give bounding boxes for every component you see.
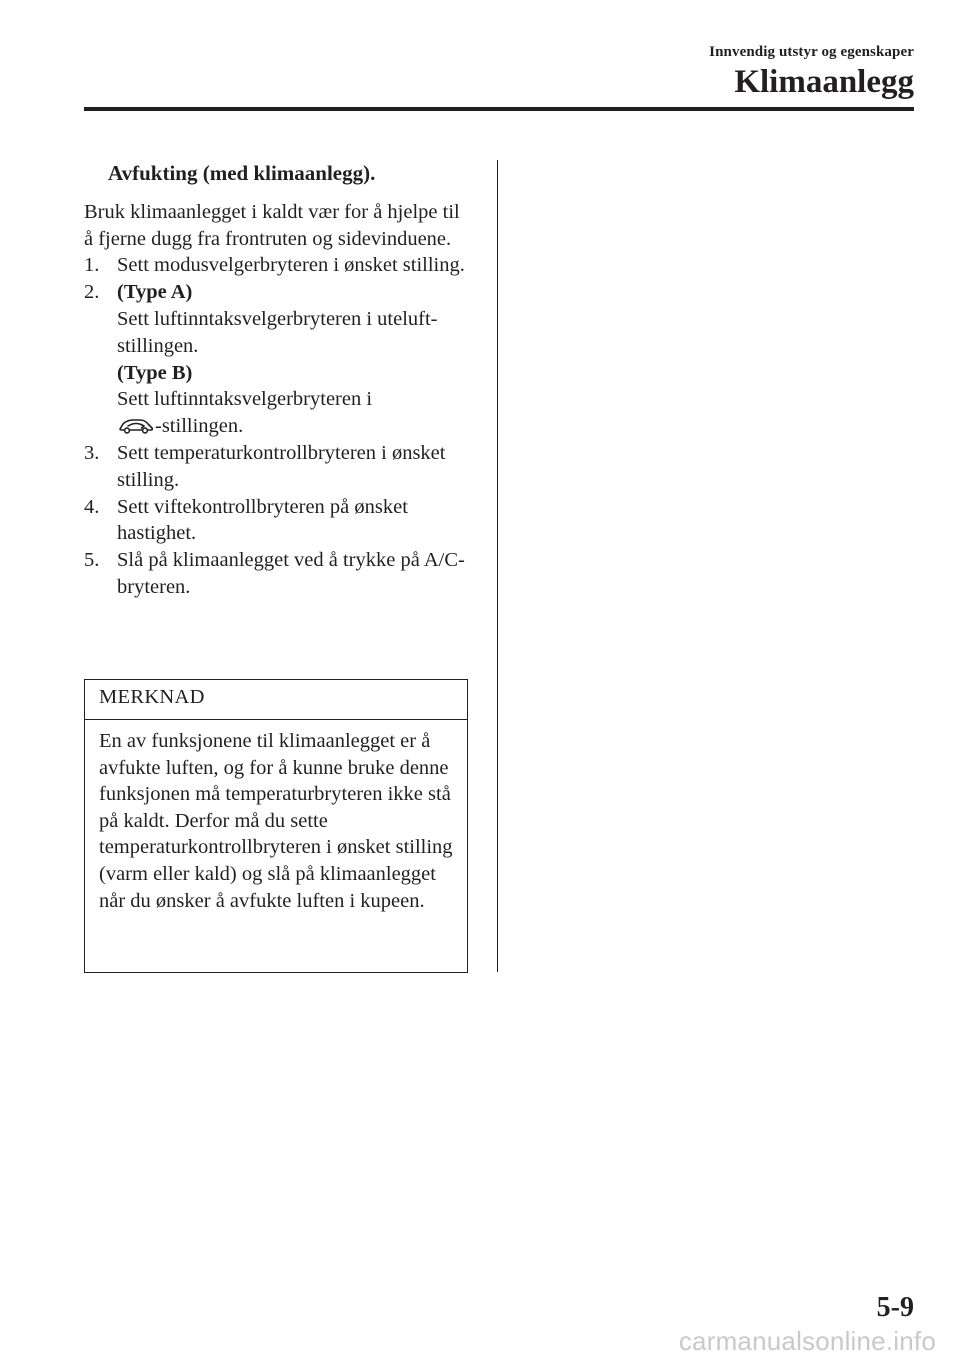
header-rule (84, 107, 914, 111)
type-b-label: (Type B) (117, 361, 193, 384)
type-b-suffix: -stillingen. (155, 415, 244, 438)
watermark: carmanualsonline.info (678, 1326, 936, 1356)
note-box (84, 679, 468, 973)
page-number: 5-9 (876, 1292, 914, 1323)
recirculation-icon (117, 415, 155, 433)
step-number: 3. (84, 441, 100, 464)
intro-paragraph: Bruk klimaanlegget i kaldt vær for å hjelpe til å fjerne dugg fra frontruten og sidevinduene. (84, 200, 460, 250)
note-title: MERKNAD (85, 680, 467, 720)
page-title: Klimaanlegg (734, 64, 914, 100)
step-number: 4. (84, 495, 100, 518)
note-text: En av funksjonene til klimaanlegget er å avfukte luften, og for å kunne bruke denne funksjonen må temperaturbryteren ikke stå på kaldt. Derfor må du sette temperaturkontrollbryteren i ønsket stilling (varm eller kald) og slå på klimaanlegget når du ønsker å avfukte luften i kupeen. (99, 730, 453, 912)
column-divider (497, 160, 498, 972)
main-content (84, 160, 470, 601)
step-text: Sett modusvelgerbryteren i ønsket stilling. (117, 254, 465, 277)
step-number: 5. (84, 549, 100, 572)
list-item (84, 494, 470, 548)
list-item (84, 547, 470, 601)
section-heading: Avfukting (med klimaanlegg). (108, 161, 376, 185)
step-number: 1. (84, 254, 100, 277)
step-text: Sett viftekontrollbryteren på ønsket hastighet. (117, 495, 408, 545)
list-item (84, 279, 470, 440)
type-a-label: (Type A) (117, 281, 193, 304)
header-section-label: Innvendig utstyr og egenskaper (709, 44, 914, 60)
type-a-text: Sett luftinntaksvelgerbryteren i uteluft-stillingen. (117, 307, 438, 357)
step-text: Sett temperaturkontrollbryteren i ønsket stilling. (117, 441, 446, 491)
step-number: 2. (84, 281, 100, 304)
step-text: Slå på klimaanlegget ved å trykke på A/C-bryteren. (117, 549, 465, 598)
steps-list (84, 252, 470, 600)
type-b-text: Sett luftinntaksvelgerbryteren i (117, 388, 373, 411)
list-item (84, 252, 470, 279)
list-item (84, 440, 470, 494)
